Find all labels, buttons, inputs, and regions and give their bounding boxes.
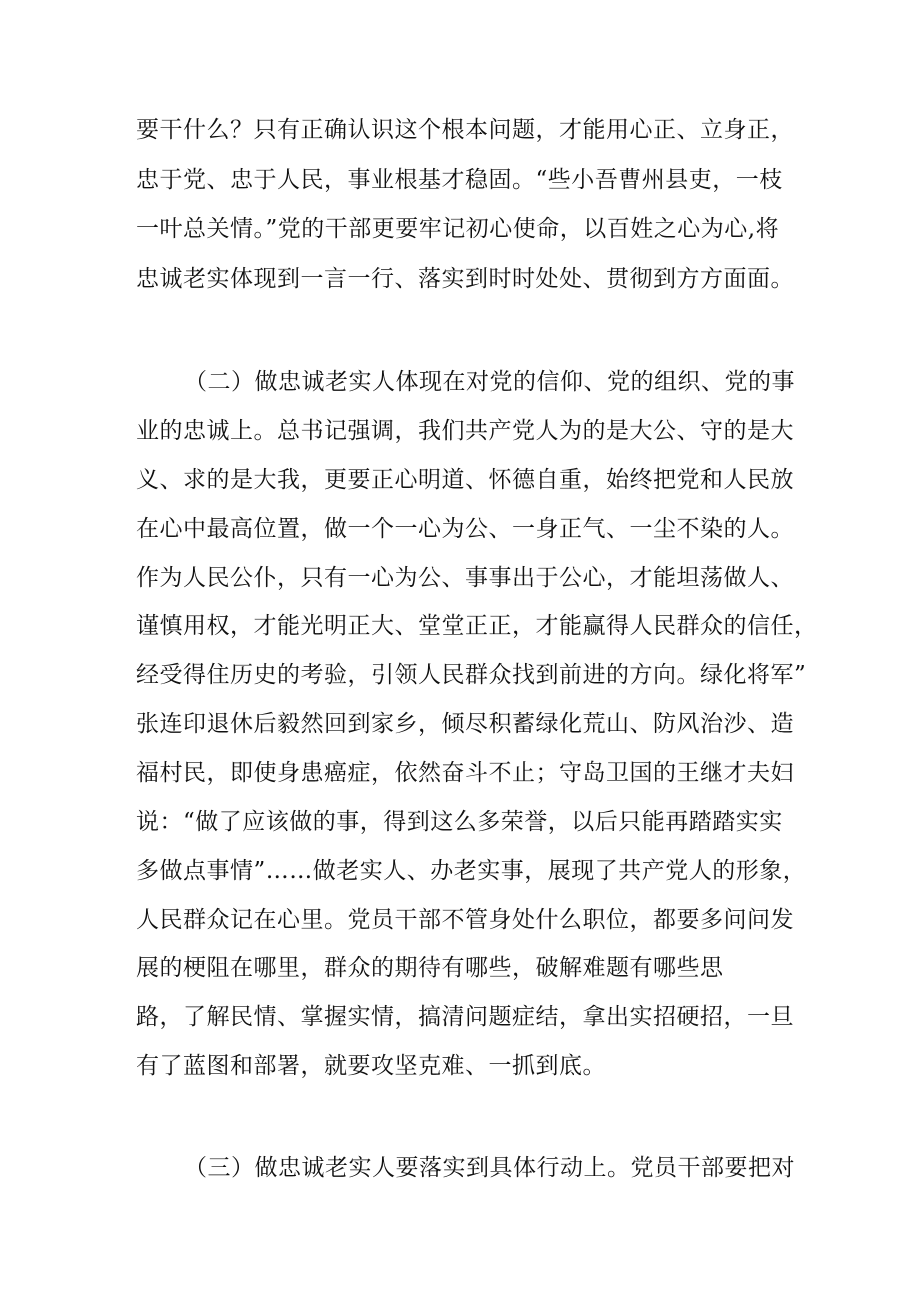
paragraph-2-line-5: 作为人民公仆，只有一心为公、事事出于公心，才能坦荡做人、 [136, 565, 794, 591]
paragraph-2-line-7: 经受得住历史的考验，引领人民群众找到前进的方向。绿化将军” [136, 662, 807, 688]
paragraph-1-line-3: 一叶总关情。”党的干部更要牢记初心使命，以百姓之心为心,将 [136, 216, 780, 242]
paragraph-2-line-2: 业的忠诚上。总书记强调，我们共产党人为的是大公、守的是大 [136, 418, 794, 444]
paragraph-2-line-6: 谨慎用权，才能光明正大、堂堂正正，才能赢得人民群众的信任， [136, 613, 818, 639]
paragraph-2-line-10: 说：“做了应该做的事，得到这么多荣誉，以后只能再踏踏实实 [136, 809, 783, 835]
paragraph-2-line-4: 在心中最高位置，做一个一心为公、一身正气、一尘不染的人。 [136, 516, 794, 542]
paragraph-2-line-13: 展的梗阻在哪里，群众的期待有哪些，破解难题有哪些思 [136, 955, 724, 981]
paragraph-2-line-15: 有了蓝图和部署，就要攻坚克难、一抓到底。 [136, 1053, 606, 1079]
paragraph-2-line-8: 张连印退休后毅然回到家乡，倾尽积蓄绿化荒山、防风治沙、造 [136, 711, 794, 737]
paragraph-1-line-2: 忠于党、忠于人民，事业根基才稳固。“些小吾曹州县吏，一枝 [136, 167, 783, 193]
paragraph-2-line-11: 多做点事情”……做老实人、办老实事，展现了共产党人的形象， [136, 858, 807, 884]
paragraph-2-line-1: （二）做忠诚老实人体现在对党的信仰、党的组织、党的事 [184, 369, 795, 395]
paragraph-2-line-3: 义、求的是大我，更要正心明道、怀德自重，始终把党和人民放 [136, 467, 794, 493]
paragraph-1-line-4: 忠诚老实体现到一言一行、落实到时时处处、贯彻到方方面面。 [136, 266, 794, 292]
paragraph-1-line-1: 要干什么？只有正确认识这个根本问题，才能用心正、立身正， [136, 117, 794, 143]
paragraph-2-line-14: 路，了解民情、掌握实情，搞清问题症结，拿出实招硬招，一旦 [136, 1004, 794, 1030]
paragraph-2-line-12: 人民群众记在心里。党员干部不管身处什么职位，都要多问问发 [136, 907, 794, 933]
paragraph-2-line-9: 福村民，即使身患癌症，依然奋斗不止；守岛卫国的王继才夫妇 [136, 760, 794, 786]
paragraph-3-line-1: （三）做忠诚老实人要落实到具体行动上。党员干部要把对 [184, 1155, 795, 1181]
